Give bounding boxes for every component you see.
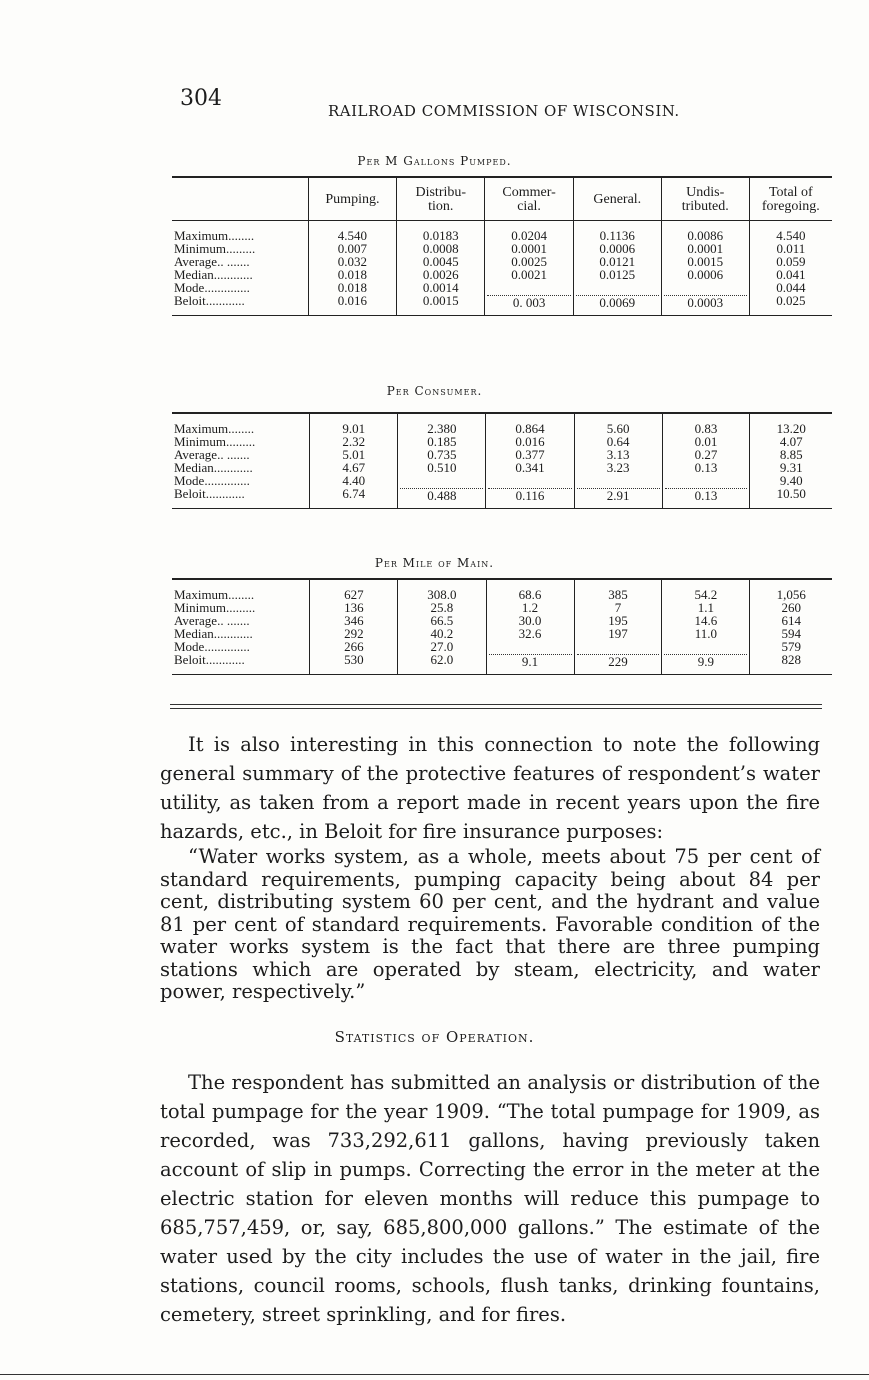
- row-label: Minimum.........: [174, 600, 256, 615]
- table-cell: 9.01: [342, 421, 366, 436]
- table-cell: 0.64: [606, 434, 630, 449]
- data-column: [398, 579, 486, 675]
- table-cell: 0.044: [776, 280, 806, 295]
- table-cell: [400, 474, 483, 487]
- table-cell: 9.1: [489, 654, 572, 668]
- row-label: Maximum........: [174, 228, 255, 243]
- table-cell: 1.2: [521, 600, 539, 615]
- data-column: [662, 413, 750, 509]
- table-row: [172, 221, 832, 316]
- table-cell: 0.377: [515, 447, 545, 462]
- row-label: Average.. .......: [174, 254, 250, 269]
- table-cell: 2.380: [427, 421, 457, 436]
- table-cell: 0.0045: [422, 254, 459, 269]
- table-cell: 2.32: [342, 434, 366, 449]
- data-column: [661, 221, 749, 316]
- data-column: [397, 221, 485, 316]
- table-cell: 0.018: [337, 280, 368, 295]
- table-cell: 594: [781, 626, 801, 641]
- stats-table-per-m-gallons: [172, 176, 832, 316]
- column-header: Undis- tributed.: [661, 177, 749, 221]
- data-column: [573, 221, 661, 316]
- table-cell: 5.60: [606, 421, 630, 436]
- table-cell: [664, 281, 747, 294]
- table-cell: 1.1: [697, 600, 714, 615]
- table-cell: 3.23: [606, 460, 630, 475]
- table-cell: 1,056: [776, 587, 806, 602]
- table-cell: 13.20: [776, 421, 806, 436]
- table-cell: 10.50: [776, 486, 806, 501]
- table-title-per-consumer: Per Consumer.: [386, 384, 483, 398]
- table-cell: 4.40: [342, 473, 366, 488]
- table-cell: [576, 281, 659, 294]
- table-cell: 0.0015: [687, 254, 724, 269]
- table-cell: 0.0025: [511, 254, 547, 269]
- table-cell: 0.0086: [687, 228, 724, 243]
- table-cell: 0.864: [515, 421, 545, 436]
- table-cell: 229: [577, 654, 660, 668]
- data-column: [574, 579, 662, 675]
- row-labels: [172, 579, 310, 675]
- table-cell: 0.0006: [599, 241, 636, 256]
- column-header: Pumping.: [308, 177, 396, 221]
- table-cell: 2.91: [577, 488, 660, 502]
- table-cell: 3.13: [606, 447, 630, 462]
- row-labels: [172, 221, 308, 316]
- table-cell: [664, 640, 747, 653]
- data-column: [398, 413, 486, 509]
- table-title-per-m-gallons: Per M Gallons Pumped.: [357, 154, 512, 168]
- data-column: [485, 221, 573, 316]
- row-labels: [172, 413, 310, 509]
- data-column: [750, 413, 832, 509]
- table-cell: 7: [614, 600, 622, 615]
- row-label: Minimum.........: [174, 434, 256, 449]
- table-cell: 346: [344, 613, 364, 628]
- table-cell: [577, 474, 660, 487]
- table-cell: 4.67: [342, 460, 366, 475]
- table-cell: 0.059: [776, 254, 806, 269]
- table-cell: 4.540: [337, 228, 368, 243]
- data-column: [486, 413, 574, 509]
- table-cell: 0.007: [337, 241, 368, 256]
- row-label: Beloit............: [174, 486, 245, 501]
- table-title-per-mile-of-main: Per Mile of Main.: [374, 556, 495, 570]
- column-header: General.: [573, 177, 661, 221]
- table-cell: [488, 474, 571, 487]
- page-bottom-edge: [0, 1374, 869, 1375]
- table-cell: 0.0204: [511, 228, 547, 243]
- table-cell: 30.0: [518, 613, 542, 628]
- paragraph-protective-features: It is also interesting in this connection to note the following general summary of the protective features of respondent’s water utility, as taken from a report made in recent years upon the fire hazards, etc., in Beloit for fire insurance purposes:: [160, 733, 820, 843]
- table-cell: 136: [344, 600, 364, 615]
- row-label: Average.. .......: [174, 447, 250, 462]
- stub-header: [172, 177, 308, 221]
- section-heading: Statistics of Operation.: [334, 1028, 535, 1046]
- table-cell: 0.018: [337, 267, 368, 282]
- table-cell: 25.8: [430, 600, 454, 615]
- table-cell: 6.74: [342, 486, 366, 501]
- row-label: Minimum.........: [174, 241, 256, 256]
- table-cell: 0.0015: [422, 293, 459, 308]
- row-label: Beloit............: [174, 293, 245, 308]
- row-label: Average.. .......: [174, 613, 250, 628]
- data-column: [310, 579, 398, 675]
- table-cell: 0.041: [776, 267, 806, 282]
- row-label: Beloit............: [174, 652, 245, 667]
- table-cell: 4.07: [779, 434, 803, 449]
- table-cell: 0.27: [694, 447, 718, 462]
- column-header: Total of foregoing.: [749, 177, 832, 221]
- table-cell: 66.5: [430, 613, 454, 628]
- data-column: [310, 413, 398, 509]
- row-label: Maximum........: [174, 587, 255, 602]
- table-cell: 62.0: [430, 652, 454, 667]
- table-cell: 0.13: [694, 460, 718, 475]
- table-cell: 0.025: [776, 293, 806, 308]
- table-cell: 627: [344, 587, 364, 602]
- table-cell: 0.016: [515, 434, 545, 449]
- table-cell: 0.0001: [511, 241, 547, 256]
- column-header: Commer- cial.: [485, 177, 573, 221]
- table-cell: 68.6: [518, 587, 542, 602]
- table-cell: 0.510: [427, 460, 457, 475]
- table-cell: 0.13: [665, 488, 748, 502]
- table-cell: 385: [608, 587, 628, 602]
- table-cell: 0.0014: [422, 280, 459, 295]
- table-cell: 14.6: [694, 613, 718, 628]
- table-cell: 0.032: [337, 254, 368, 269]
- body-paragraph-summary: [160, 730, 820, 1004]
- data-column: [750, 579, 832, 675]
- table-cell: 9.31: [779, 460, 803, 475]
- block-quote: “Water works system, as a whole, meets about 75 per cent of standard requirements, pumping capacity being about 84 per cent, distributing system 60 per cent, and the hydrant and value 81 per cent of standard requirements. Favorable condition of the water works system is the fact that there are three pumping stations which are operated by steam, electricity, and water power, respectively.”: [160, 845, 820, 1003]
- table-row: [172, 579, 832, 675]
- table-cell: 0.0021: [511, 267, 547, 282]
- table-cell: 0.0001: [687, 241, 724, 256]
- table-cell: [577, 640, 660, 653]
- table-cell: 54.2: [694, 587, 718, 602]
- table-cell: [487, 281, 570, 294]
- running-head: RAILROAD COMMISSION OF WISCONSIN.: [328, 102, 680, 120]
- table-cell: 614: [781, 613, 801, 628]
- table-cell: 0.488: [400, 488, 483, 502]
- page-number: 304: [180, 86, 222, 111]
- table-cell: 0.185: [427, 434, 457, 449]
- table-cell: 0.0026: [422, 267, 459, 282]
- table-cell: 0.011: [776, 241, 806, 256]
- column-header: Distribu- tion.: [397, 177, 485, 221]
- table-end-rule: [170, 704, 822, 709]
- table-cell: 32.6: [518, 626, 542, 641]
- table-cell: 9.9: [664, 654, 747, 668]
- table-cell: 40.2: [430, 626, 454, 641]
- table-cell: [665, 474, 748, 487]
- data-column: [308, 221, 396, 316]
- row-label: Mode..............: [174, 280, 250, 295]
- data-column: [486, 579, 574, 675]
- table-cell: 308.0: [427, 587, 457, 602]
- data-column: [662, 579, 750, 675]
- table-cell: 0. 003: [487, 295, 570, 309]
- table-cell: 0.735: [427, 447, 457, 462]
- table-cell: 0.0006: [687, 267, 724, 282]
- table-cell: 27.0: [430, 639, 454, 654]
- table-cell: 0.0069: [576, 295, 659, 309]
- stats-table-per-consumer: [172, 412, 832, 509]
- table-cell: 0.0183: [422, 228, 459, 243]
- table-cell: 197: [608, 626, 628, 641]
- body-paragraph-pumpage: [160, 1068, 820, 1329]
- data-column: [749, 221, 832, 316]
- table-cell: 0.0121: [599, 254, 636, 269]
- data-column: [574, 413, 662, 509]
- table-cell: 0.01: [694, 434, 718, 449]
- table-cell: 0.83: [694, 421, 718, 436]
- table-row: [172, 413, 832, 509]
- table-cell: 0.0125: [599, 267, 636, 282]
- row-label: Median............: [174, 267, 253, 282]
- table-cell: 0.0008: [422, 241, 459, 256]
- table-cell: 260: [781, 600, 801, 615]
- row-label: Maximum........: [174, 421, 255, 436]
- table-cell: 5.01: [342, 447, 366, 462]
- table-cell: 828: [781, 652, 801, 667]
- stats-table-per-mile-of-main: [172, 578, 832, 675]
- table-cell: 11.0: [694, 626, 718, 641]
- table-cell: 0.0003: [664, 295, 747, 309]
- row-label: Mode..............: [174, 639, 250, 654]
- table-cell: 8.85: [779, 447, 803, 462]
- table-cell: 9.40: [779, 473, 803, 488]
- table-cell: 530: [344, 652, 364, 667]
- table-cell: 579: [781, 639, 801, 654]
- table-cell: 195: [608, 613, 628, 628]
- paragraph-statistics-of-operation: The respondent has submitted an analysis or distribution of the total pumpage for the year 1909. “The total pumpage for 1909, as recorded, was 733,292,611 gallons, having previously taken account of slip in pumps. Correcting the error in the meter at the electric station for eleven months will reduce this pumpage to 685,757,459, or, say, 685,800,000 gallons.” The estimate of the water used by the city includes the use of water in the jail, fire stations, council rooms, schools, flush tanks, drinking fountains, cemetery, street sprinkling, and for fires.: [160, 1071, 820, 1326]
- row-label: Mode..............: [174, 473, 250, 488]
- table-cell: 0.341: [515, 460, 545, 475]
- row-label: Median............: [174, 626, 253, 641]
- table-cell: 266: [344, 639, 364, 654]
- table-cell: 0.116: [488, 488, 571, 502]
- table-cell: 0.1136: [599, 228, 635, 243]
- table-cell: 292: [344, 626, 364, 641]
- table-cell: 0.016: [337, 293, 368, 308]
- table-cell: 4.540: [776, 228, 806, 243]
- row-label: Median............: [174, 460, 253, 475]
- table-cell: [489, 640, 572, 653]
